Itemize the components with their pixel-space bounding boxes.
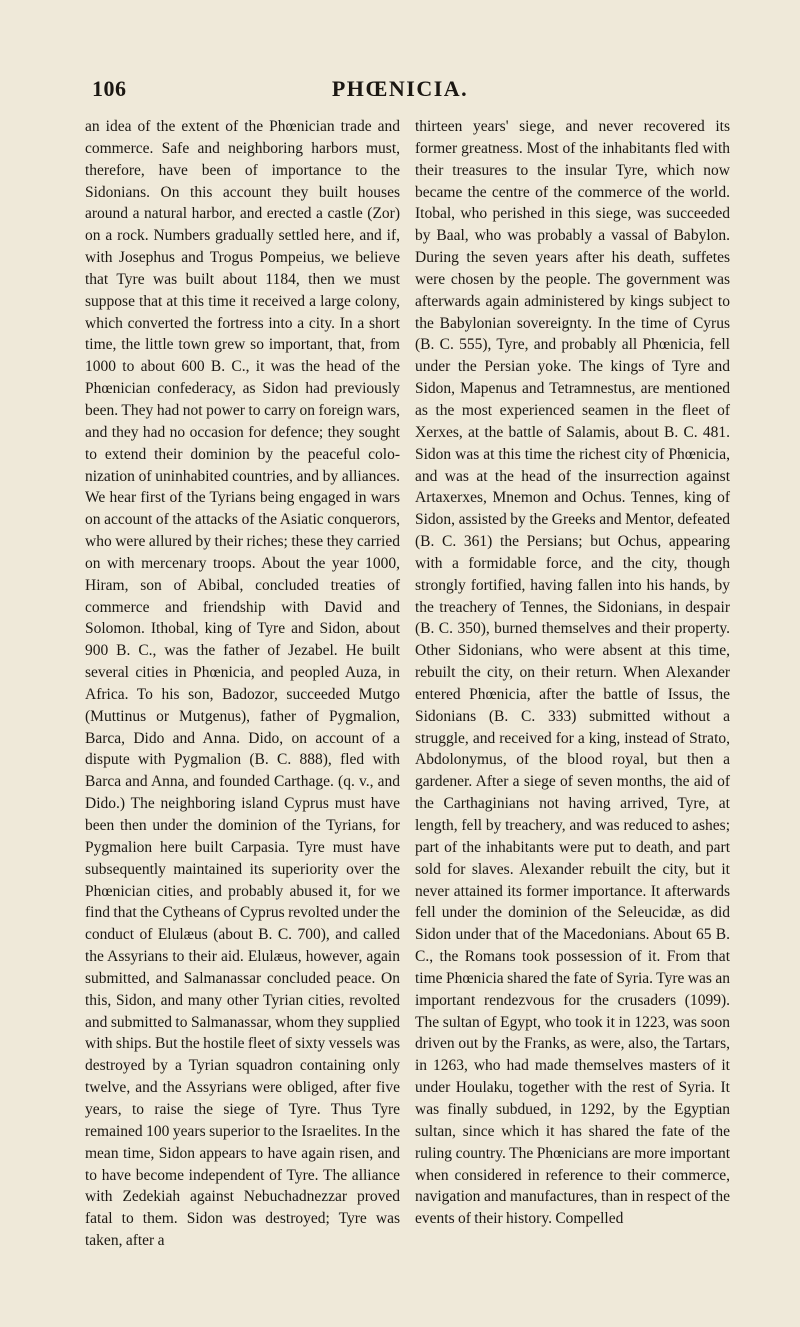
text-columns: [85, 116, 730, 1252]
page-number: 106: [92, 76, 127, 101]
left-column: [85, 116, 400, 1252]
running-title: PHŒNICIA.: [331, 76, 469, 101]
page-header: [92, 72, 708, 112]
right-column: [415, 116, 730, 1252]
left-column-text: an idea of the extent of the Phœnician trade and commerce. Safe and neighboring harbors must, therefore, have been of importance to the Sidonians. On this account they built houses around a natural harbor, and erected a castle (Zor) on a rock. Numbers gradually settled here, and if, with Josephus and Trogus Pompeius, we believe that Tyre was built about 1184, then we must suppose that at this time it received a large colony, which converted the fortress into a city. In a short time, the little town grew so important, that, from 1000 to about 600 B. C., it was the head of the Phœnician confederacy, as Sidon had previously been. They had not power to carry on foreign wars, and they had no occasion for defence; they sought to extend their dominion by the peaceful colonization of uninhabited countries, and by alliances. We hear first of the Tyrians being engaged in wars on account of the attacks of the Asiatic conquerors, who were allured by their riches; these they carried on with mercenary troops. About the year 1000, Hiram, son of Abibal, concluded treaties of commerce and friendship with David and Solomon. Ithobal, king of Tyre and Sidon, about 900 B. C., was the father of Jezabel. He built several cities in Phœnicia, and peopled Auza, in Africa. To his son, Badozor, succeeded Mutgo (Muttinus or Mutgenus), father of Pygmalion, Barca, Dido and Anna. Dido, on account of a dispute with Pygmalion (B. C. 888), fled with Barca and Anna, and founded Carthage. (q. v., and Dido.) The neighboring island Cyprus must have been then under the dominion of the Tyrians, for Pygmalion here built Carpasia. Tyre must have subsequently maintained its superiority over the Phœnician cities, and probably abused it, for we find that the Cytheans of Cyprus revolted under the conduct of Elulæus (about B. C. 700), and called the Assyrians to their aid. Elulæus, however, again submitted, and Salmanassar concluded peace. On this, Sidon, and many other Tyrian cities, revolted and submitted to Salmanassar, whom they supplied with ships. But the hostile fleet of sixty vessels was destroyed by a Tyrian squadron containing only twelve, and the Assyrians were obliged, after five years, to raise the siege of Tyre. Thus Tyre remained 100 years superior to the Israelites. In the mean time, Sidon appears to have again risen, and to have become independent of Tyre. The alliance with Zedekiah against Nebuchadnezzar proved fatal to them. Sidon was destroyed; Tyre was taken, after a: [85, 118, 400, 1250]
right-column-text: thirteen years' siege, and never recovered its former greatness. Most of the inhabitants fled with their treasures to the insular Tyre, which now became the centre of the commerce of the world. Itobal, who perished in this siege, was succeeded by Baal, who was probably a vassal of Babylon. During the seven years after his death, suffetes were chosen by the people. The government was afterwards again administered by kings subject to the Babylonian sovereignty. In the time of Cyrus (B. C. 555), Tyre, and probably all Phœnicia, fell under the Persian yoke. The kings of Tyre and Sidon, Mapenus and Tetramnestus, are mentioned as the most experienced seamen in the fleet of Xerxes, at the battle of Salamis, about B. C. 481. Sidon was at this time the richest city of Phœnicia, and was at the head of the insurrection against Artaxerxes, Mnemon and Ochus. Tennes, king of Sidon, assisted by the Greeks and Mentor, defeated (B. C. 361) the Persians; but Ochus, appearing with a formidable force, and the city, though strongly fortified, having fallen into his hands, by the treachery of Tennes, the Sidonians, in despair (B. C. 350), burned themselves and their property. Other Sidonians, who were absent at this time, rebuilt the city, on their return. When Alexander entered Phœnicia, after the battle of Issus, the Sidonians (B. C. 333) submitted without a struggle, and received for a king, instead of Strato, Abdolonymus, of the blood royal, but then a gardener. After a siege of seven months, the aid of the Carthaginians not having arrived, Tyre, at length, fell by treachery, and was reduced to ashes; part of the inhabitants were put to death, and part sold for slaves. Alexander rebuilt the city, but it never attained its former importance. It afterwards fell under the dominion of the Seleucidæ, as did Sidon under that of the Macedonians. About 65 B. C., the Romans took possession of it. From that time Phœnicia shared the fate of Syria. Tyre was an important rendezvous for the crusaders (1099). The sultan of Egypt, who took it in 1223, was soon driven out by the Franks, as were, also, the Tartars, in 1263, who had made themselves masters of it under Houlaku, together with the rest of Syria. It was finally subdued, in 1292, by the Egyptian sultan, since which it has shared the fate of the ruling country. The Phœnicians are more important when considered in reference to their commerce, navigation and manufactures, than in respect of the events of their history. Compelled: [415, 118, 730, 1228]
